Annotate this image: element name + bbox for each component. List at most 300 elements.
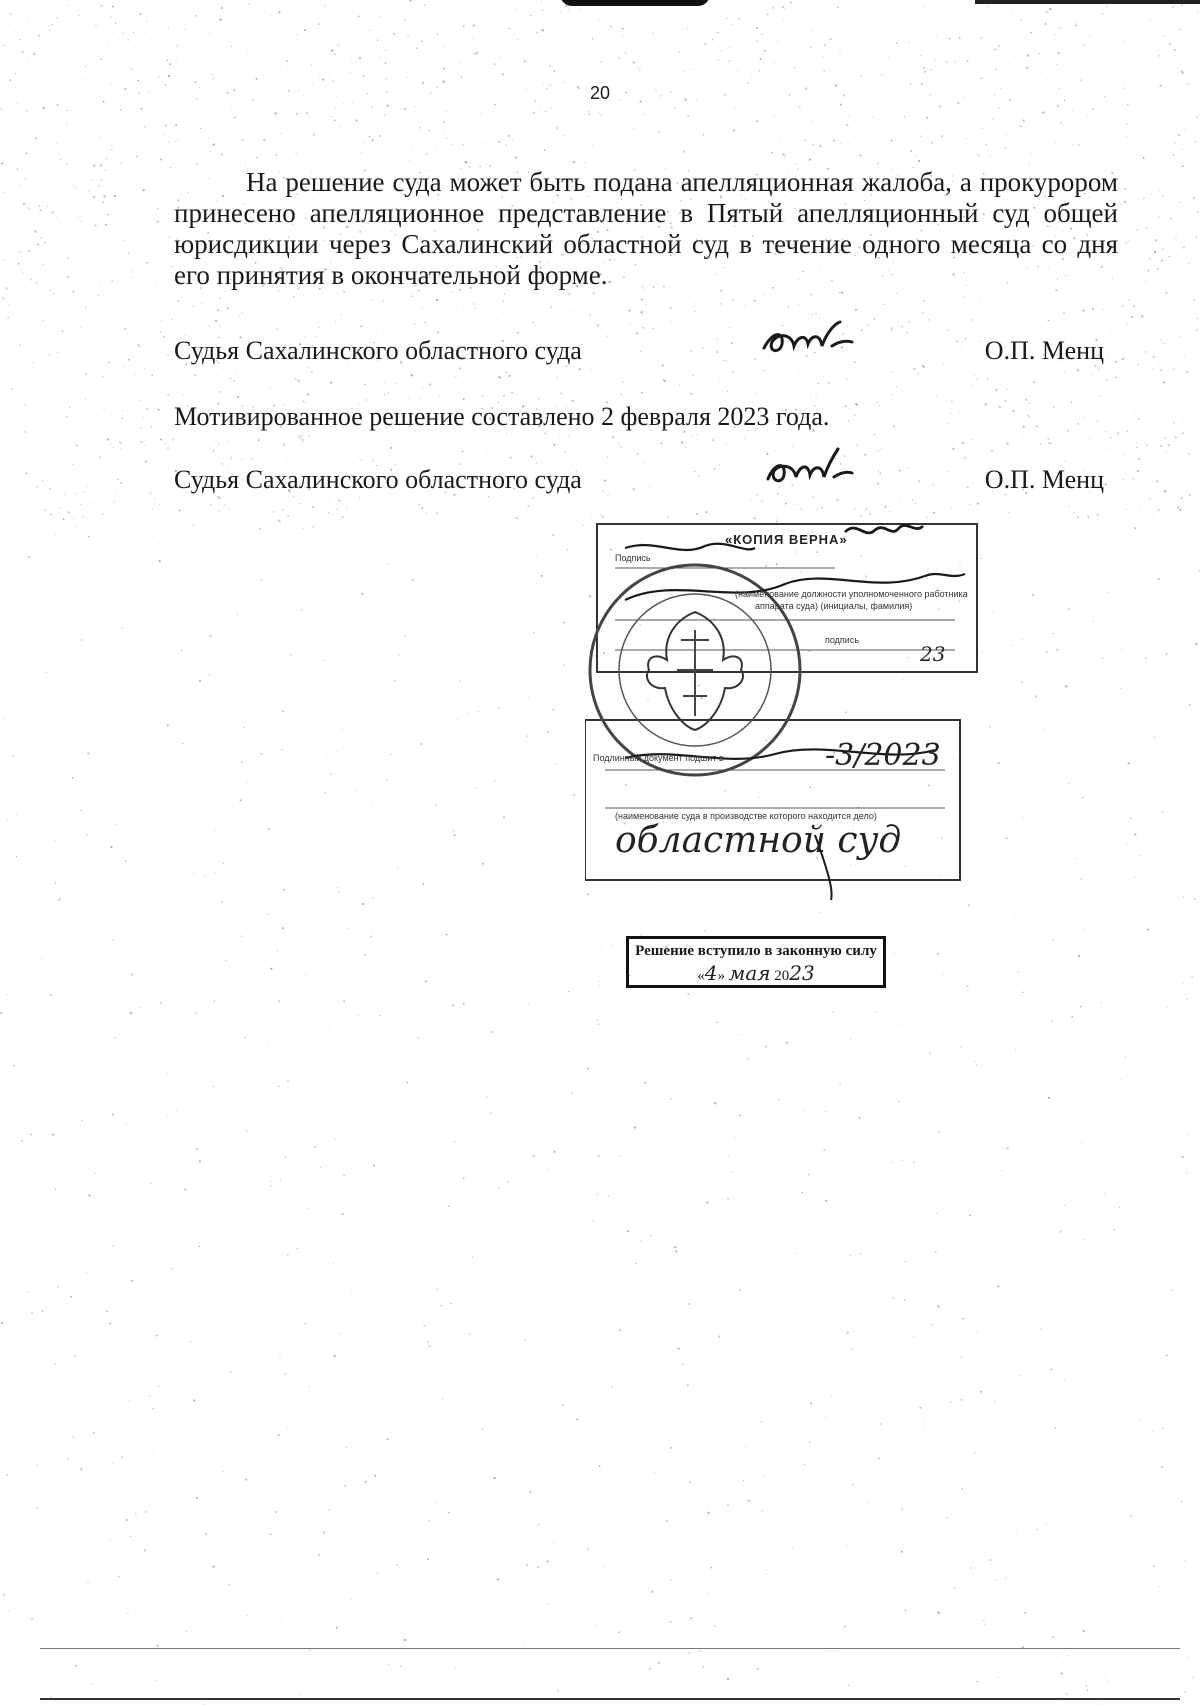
noise-dot (1164, 437, 1166, 439)
noise-dot (1129, 153, 1130, 154)
noise-dot (1028, 416, 1030, 418)
noise-dot (1050, 443, 1051, 444)
noise-dot (686, 447, 687, 448)
noise-dot (19, 184, 20, 185)
noise-dot (885, 505, 887, 507)
noise-dot (550, 65, 552, 67)
noise-dot (9, 173, 10, 174)
noise-dot (1097, 420, 1099, 422)
noise-dot (173, 1621, 174, 1622)
noise-dot (333, 1355, 335, 1357)
noise-dot (8, 1610, 9, 1611)
noise-dot (596, 1194, 598, 1196)
noise-dot (1051, 1020, 1053, 1022)
noise-dot (1105, 1677, 1106, 1678)
noise-dot (961, 349, 962, 350)
noise-dot (215, 320, 217, 322)
noise-dot (171, 1268, 173, 1270)
noise-dot (952, 448, 954, 450)
noise-dot (553, 443, 555, 445)
noise-dot (73, 291, 75, 293)
noise-dot (95, 225, 97, 227)
noise-dot (989, 726, 991, 728)
noise-dot (51, 211, 53, 213)
noise-dot (936, 395, 938, 397)
noise-dot (1068, 608, 1070, 610)
noise-dot (475, 788, 477, 790)
noise-dot (563, 135, 564, 136)
noise-dot (562, 1404, 564, 1406)
noise-dot (1189, 494, 1191, 496)
noise-dot (100, 164, 102, 166)
noise-dot (122, 418, 123, 419)
noise-dot (162, 224, 163, 225)
noise-dot (756, 40, 758, 42)
noise-dot (893, 1298, 894, 1299)
noise-dot (1124, 41, 1125, 42)
noise-dot (573, 161, 575, 163)
noise-dot (287, 461, 288, 462)
noise-dot (1139, 1420, 1140, 1421)
noise-dot (167, 354, 169, 356)
noise-dot (679, 385, 680, 386)
noise-dot (1197, 317, 1199, 319)
noise-dot (503, 395, 505, 397)
noise-dot (137, 80, 139, 82)
noise-dot (901, 1024, 902, 1025)
noise-dot (1198, 783, 1199, 784)
noise-dot (422, 883, 424, 885)
noise-dot (1161, 339, 1162, 340)
noise-dot (85, 66, 86, 67)
noise-dot (99, 185, 101, 187)
noise-dot (308, 1207, 309, 1208)
noise-dot (852, 1484, 854, 1486)
noise-dot (980, 1391, 982, 1393)
noise-dot (898, 1101, 900, 1103)
noise-dot (560, 12, 561, 13)
noise-dot (217, 309, 219, 311)
noise-dot (383, 330, 384, 331)
noise-dot (571, 518, 572, 519)
noise-dot (776, 518, 777, 519)
noise-dot (419, 127, 421, 129)
judge-name: О.П. Менц (984, 336, 1104, 365)
noise-dot (359, 57, 361, 59)
noise-dot (966, 486, 968, 488)
noise-dot (935, 1251, 936, 1252)
noise-dot (50, 994, 52, 996)
noise-dot (383, 300, 385, 302)
noise-dot (471, 302, 473, 304)
noise-dot (870, 447, 871, 448)
noise-dot (2, 583, 3, 584)
noise-dot (1158, 55, 1159, 56)
noise-dot (744, 1131, 745, 1132)
noise-dot (157, 1645, 159, 1647)
noise-dot (811, 121, 812, 122)
noise-dot (991, 1564, 992, 1565)
noise-dot (608, 494, 609, 495)
noise-dot (621, 900, 622, 901)
judge-signature-1 (754, 312, 864, 362)
noise-dot (714, 15, 715, 16)
noise-dot (823, 70, 824, 71)
noise-dot (1001, 1170, 1003, 1172)
noise-dot (951, 441, 952, 442)
noise-dot (643, 327, 645, 329)
noise-dot (160, 158, 162, 160)
noise-dot (592, 1220, 593, 1221)
noise-dot (1174, 142, 1176, 144)
noise-dot (971, 319, 973, 321)
noise-dot (517, 39, 519, 41)
noise-dot (20, 132, 21, 133)
noise-dot (1175, 237, 1177, 239)
noise-dot (105, 397, 106, 398)
noise-dot (105, 224, 107, 226)
noise-dot (196, 163, 198, 165)
noise-dot (599, 1465, 601, 1467)
noise-dot (913, 368, 915, 370)
noise-dot (401, 149, 402, 150)
noise-dot (389, 660, 390, 661)
noise-dot (1052, 1636, 1054, 1638)
noise-dot (181, 649, 183, 651)
noise-dot (222, 1471, 223, 1472)
noise-dot (22, 51, 24, 53)
noise-dot (727, 1504, 729, 1506)
noise-dot (482, 142, 483, 143)
noise-dot (968, 21, 969, 22)
noise-dot (149, 1396, 150, 1397)
noise-dot (1192, 1677, 1193, 1678)
noise-dot (1046, 11, 1048, 13)
noise-dot (11, 388, 13, 390)
noise-dot (219, 391, 221, 393)
noise-dot (1195, 236, 1197, 238)
noise-dot (89, 190, 90, 191)
noise-dot (295, 152, 297, 154)
noise-dot (279, 1353, 280, 1354)
noise-dot (0, 1012, 2, 1014)
noise-dot (429, 1345, 431, 1347)
noise-dot (170, 167, 172, 169)
noise-dot (664, 380, 666, 382)
noise-dot (309, 1386, 311, 1388)
noise-dot (1173, 154, 1175, 156)
noise-dot (168, 27, 170, 29)
noise-dot (125, 115, 126, 116)
noise-dot (732, 1172, 733, 1173)
noise-dot (1044, 23, 1046, 25)
noise-dot (797, 371, 798, 372)
noise-dot (897, 321, 898, 322)
noise-dot (112, 939, 114, 941)
noise-dot (56, 217, 58, 219)
noise-dot (237, 613, 238, 614)
noise-dot (987, 378, 989, 380)
noise-dot (970, 291, 971, 292)
noise-dot (979, 156, 980, 157)
noise-dot (809, 1441, 811, 1443)
noise-dot (1048, 320, 1050, 322)
noise-dot (1145, 227, 1147, 229)
noise-dot (810, 46, 812, 48)
noise-dot (681, 441, 683, 443)
noise-dot (158, 560, 160, 562)
noise-dot (812, 16, 813, 17)
noise-dot (662, 364, 664, 366)
noise-dot (364, 384, 365, 385)
noise-dot (67, 257, 69, 259)
noise-dot (1057, 52, 1059, 54)
noise-dot (323, 1531, 325, 1533)
noise-dot (123, 393, 124, 394)
noise-dot (786, 34, 787, 35)
noise-dot (136, 155, 137, 156)
noise-dot (335, 321, 336, 322)
noise-dot (244, 1037, 246, 1039)
bottom-edge-line (40, 1698, 1180, 1700)
noise-dot (262, 1587, 263, 1588)
noise-dot (674, 107, 675, 108)
noise-dot (73, 518, 75, 520)
noise-dot (17, 168, 19, 170)
noise-dot (599, 985, 601, 987)
noise-dot (159, 504, 160, 505)
noise-dot (1178, 134, 1180, 136)
noise-dot (299, 1694, 301, 1696)
noise-dot (73, 184, 75, 186)
noise-dot (977, 503, 979, 505)
noise-dot (35, 231, 37, 233)
noise-dot (74, 1355, 76, 1357)
noise-dot (1026, 54, 1028, 56)
noise-dot (896, 386, 898, 388)
noise-dot (77, 217, 79, 219)
noise-dot (651, 1591, 653, 1593)
noise-dot (691, 350, 693, 352)
noise-dot (936, 35, 937, 36)
noise-dot (922, 365, 924, 367)
noise-dot (263, 139, 265, 141)
noise-dot (699, 120, 700, 121)
noise-dot (860, 1253, 862, 1255)
noise-dot (112, 1113, 114, 1115)
noise-dot (421, 507, 423, 509)
noise-dot (30, 278, 31, 279)
noise-dot (612, 1386, 613, 1387)
noise-dot (1152, 1430, 1154, 1432)
noise-dot (437, 331, 439, 333)
noise-dot (568, 9, 569, 10)
noise-dot (593, 505, 594, 506)
noise-dot (322, 292, 323, 293)
noise-dot (56, 484, 57, 485)
noise-dot (42, 320, 43, 321)
noise-dot (114, 501, 115, 502)
noise-dot (538, 36, 539, 37)
noise-dot (311, 64, 312, 65)
noise-dot (120, 109, 122, 111)
noise-dot (160, 1002, 162, 1004)
noise-dot (956, 74, 957, 75)
noise-dot (195, 1012, 197, 1014)
noise-dot (160, 331, 162, 333)
noise-dot (1142, 1517, 1143, 1518)
noise-dot (912, 499, 913, 500)
noise-dot (977, 1681, 978, 1682)
noise-dot (940, 294, 941, 295)
noise-dot (541, 575, 543, 577)
noise-dot (601, 515, 602, 516)
noise-dot (1195, 643, 1197, 645)
noise-dot (329, 1509, 330, 1510)
noise-dot (287, 1080, 288, 1081)
noise-dot (563, 622, 565, 624)
noise-dot (762, 500, 763, 501)
noise-dot (718, 59, 720, 61)
noise-dot (1131, 316, 1133, 318)
noise-dot (296, 1248, 297, 1249)
noise-dot (395, 382, 397, 384)
noise-dot (67, 276, 69, 278)
noise-dot (350, 72, 351, 73)
noise-dot (985, 403, 987, 405)
noise-dot (677, 515, 678, 516)
noise-dot (619, 58, 620, 59)
noise-dot (317, 312, 318, 313)
noise-dot (1133, 478, 1135, 480)
noise-dot (694, 470, 696, 472)
noise-dot (1114, 1229, 1115, 1230)
noise-dot (917, 372, 918, 373)
noise-dot (512, 139, 513, 140)
noise-dot (1158, 216, 1160, 218)
noise-dot (110, 145, 111, 146)
noise-dot (732, 300, 734, 302)
noise-dot (125, 1519, 127, 1521)
noise-dot (69, 1594, 71, 1596)
noise-dot (344, 1485, 346, 1487)
noise-dot (103, 376, 104, 377)
noise-dot (1138, 151, 1139, 152)
noise-dot (412, 296, 413, 297)
noise-dot (276, 154, 278, 156)
noise-dot (429, 383, 431, 385)
noise-dot (360, 152, 361, 153)
noise-dot (87, 485, 88, 486)
noise-dot (1020, 126, 1022, 128)
noise-dot (1074, 512, 1075, 513)
noise-dot (163, 135, 165, 137)
noise-dot (1180, 497, 1182, 499)
noise-dot (1137, 470, 1139, 472)
noise-dot (855, 309, 857, 311)
noise-dot (1143, 157, 1145, 159)
noise-dot (404, 1639, 406, 1641)
noise-dot (199, 1246, 201, 1248)
noise-dot (117, 479, 118, 480)
noise-dot (81, 639, 83, 641)
noise-dot (178, 367, 179, 368)
noise-dot (123, 366, 125, 368)
noise-dot (923, 67, 925, 69)
noise-dot (144, 445, 145, 446)
noise-dot (295, 378, 296, 379)
noise-dot (585, 1145, 586, 1146)
noise-dot (1161, 811, 1163, 813)
noise-dot (795, 1253, 796, 1254)
noise-dot (1158, 509, 1160, 511)
noise-dot (486, 1096, 488, 1098)
force-year: 23 (789, 961, 815, 985)
noise-dot (612, 436, 614, 438)
noise-dot (108, 361, 110, 363)
noise-dot (1057, 105, 1059, 107)
noise-dot (126, 163, 127, 164)
noise-dot (43, 107, 45, 109)
noise-dot (482, 1429, 483, 1430)
noise-dot (992, 118, 994, 120)
noise-dot (176, 45, 177, 46)
noise-dot (767, 14, 769, 16)
noise-dot (290, 653, 292, 655)
noise-dot (241, 312, 242, 313)
noise-dot (959, 37, 961, 39)
noise-dot (55, 883, 57, 885)
noise-dot (620, 446, 622, 448)
noise-dot (70, 1296, 72, 1298)
noise-dot (142, 416, 144, 418)
noise-dot (77, 377, 78, 378)
noise-dot (634, 1301, 635, 1302)
noise-dot (641, 392, 643, 394)
noise-dot (879, 405, 880, 406)
noise-dot (796, 164, 797, 165)
noise-dot (930, 1448, 931, 1449)
noise-dot (784, 8, 785, 9)
noise-dot (25, 152, 27, 154)
noise-dot (1184, 1691, 1186, 1693)
noise-dot (365, 605, 366, 606)
noise-dot (727, 17, 729, 19)
noise-dot (121, 1456, 123, 1458)
noise-dot (537, 1566, 539, 1568)
noise-dot (885, 105, 886, 106)
noise-dot (221, 153, 223, 155)
noise-dot (1149, 19, 1150, 20)
noise-dot (160, 438, 162, 440)
noise-dot (1106, 378, 1108, 380)
noise-dot (1126, 123, 1127, 124)
noise-dot (987, 6, 989, 8)
noise-dot (120, 162, 122, 164)
noise-dot (1079, 79, 1081, 81)
noise-dot (889, 1634, 890, 1635)
noise-dot (369, 30, 370, 31)
noise-dot (145, 1511, 147, 1513)
noise-dot (358, 456, 359, 457)
noise-dot (243, 727, 245, 729)
noise-dot (1102, 309, 1103, 310)
noise-dot (1023, 119, 1025, 121)
noise-dot (240, 799, 242, 801)
noise-dot (1165, 653, 1167, 655)
noise-dot (53, 293, 55, 295)
noise-dot (225, 960, 226, 961)
